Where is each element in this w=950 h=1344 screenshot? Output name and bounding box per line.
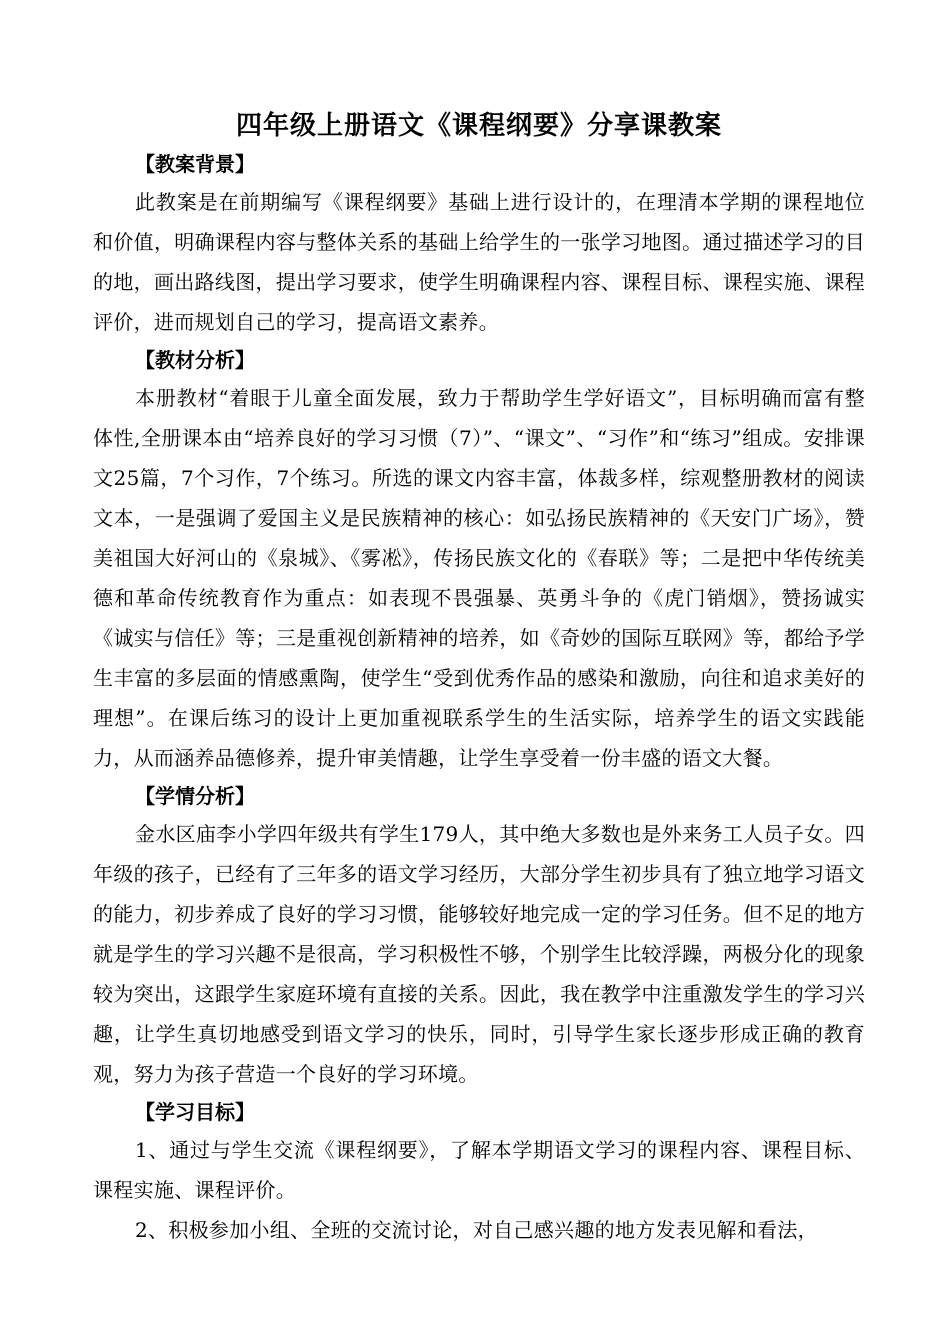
paragraph: 本册教材“着眼于儿童全面发展，致力于帮助学生学好语文”，目标明确而富有整体性,全册课本由“培养良好的学习习惯（7）”、“课文”、“习作”和“练习”组成。安排课文25篇，7个习作，7个练习。所选的课文内容丰富，体裁多样，综观整册教材的阅读文本，一是强调了爱国主义是民族精神的核心：如弘扬民族精神的《天安门广场》，赞美祖国大好河山的《泉城》、《雾凇》，传扬民族文化的《春联》等；二是把中华传统美德和革命传统教育作为重点：如表现不畏强暴、英勇斗争的《虎门销烟》，赞扬诚实《诚实与信任》等；三是重视创新精神的培养，如《奇妙的国际互联网》等，都给予学生丰富的多层面的情感熏陶，使学生“受到优秀作品的感染和激励，向往和追求美好的理想”。在课后练习的设计上更加重视联系学生的生活实际，培养学生的语文实践能力，从而涵养品德修养，提升审美情趣，让学生享受着一份丰盛的语文大餐。 [93,386,865,770]
section-student-analysis [93,778,865,1094]
section-heading: 【学习目标】 [135,1100,255,1124]
page-title: 四年级上册语文《课程纲要》分享课教案 [235,111,722,141]
document-body [93,106,865,1250]
section-heading: 【教材分析】 [135,348,255,372]
paragraph: 金水区庙李小学四年级共有学生179人，其中绝大多数也是外来务工人员子女。四年级的孩子，已经有了三年多的语文学习经历，大部分学生初步具有了独立地学习语文的能力，初步养成了良好的学习习惯，能够较好地完成一定的学习任务。但不足的地方就是学生的学习兴趣不是很高，学习积极性不够，个别学生比较浮躁，两极分化的现象较为突出，这跟学生家庭环境有直接的关系。因此，我在教学中注重激发学生的学习兴趣，让学生真切地感受到语文学习的快乐，同时，引导学生家长逐步形成正确的教育观，努力为孩子营造一个良好的学习环境。 [93,822,865,1086]
paragraph: 此教案是在前期编写《课程纲要》基础上进行设计的，在理清本学期的课程地位和价值，明确课程内容与整体关系的基础上给学生的一张学习地图。通过描述学习的目的地，画出路线图，提出学习要求，使学生明确课程内容、课程目标、课程实施、课程评价，进而规划自己的学习，提高语文素养。 [93,190,865,334]
section-heading: 【学情分析】 [135,784,255,808]
paragraph: 1、通过与学生交流《课程纲要》，了解本学期语文学习的课程内容、课程目标、课程实施、课程评价。 [93,1138,865,1202]
section-material-analysis [93,342,865,778]
section-heading: 【教案背景】 [135,152,255,176]
section-learning-goals [93,1094,865,1250]
section-background [93,146,865,342]
paragraph: 2、积极参加小组、全班的交流讨论，对自己感兴趣的地方发表见解和看法， [135,1218,818,1242]
